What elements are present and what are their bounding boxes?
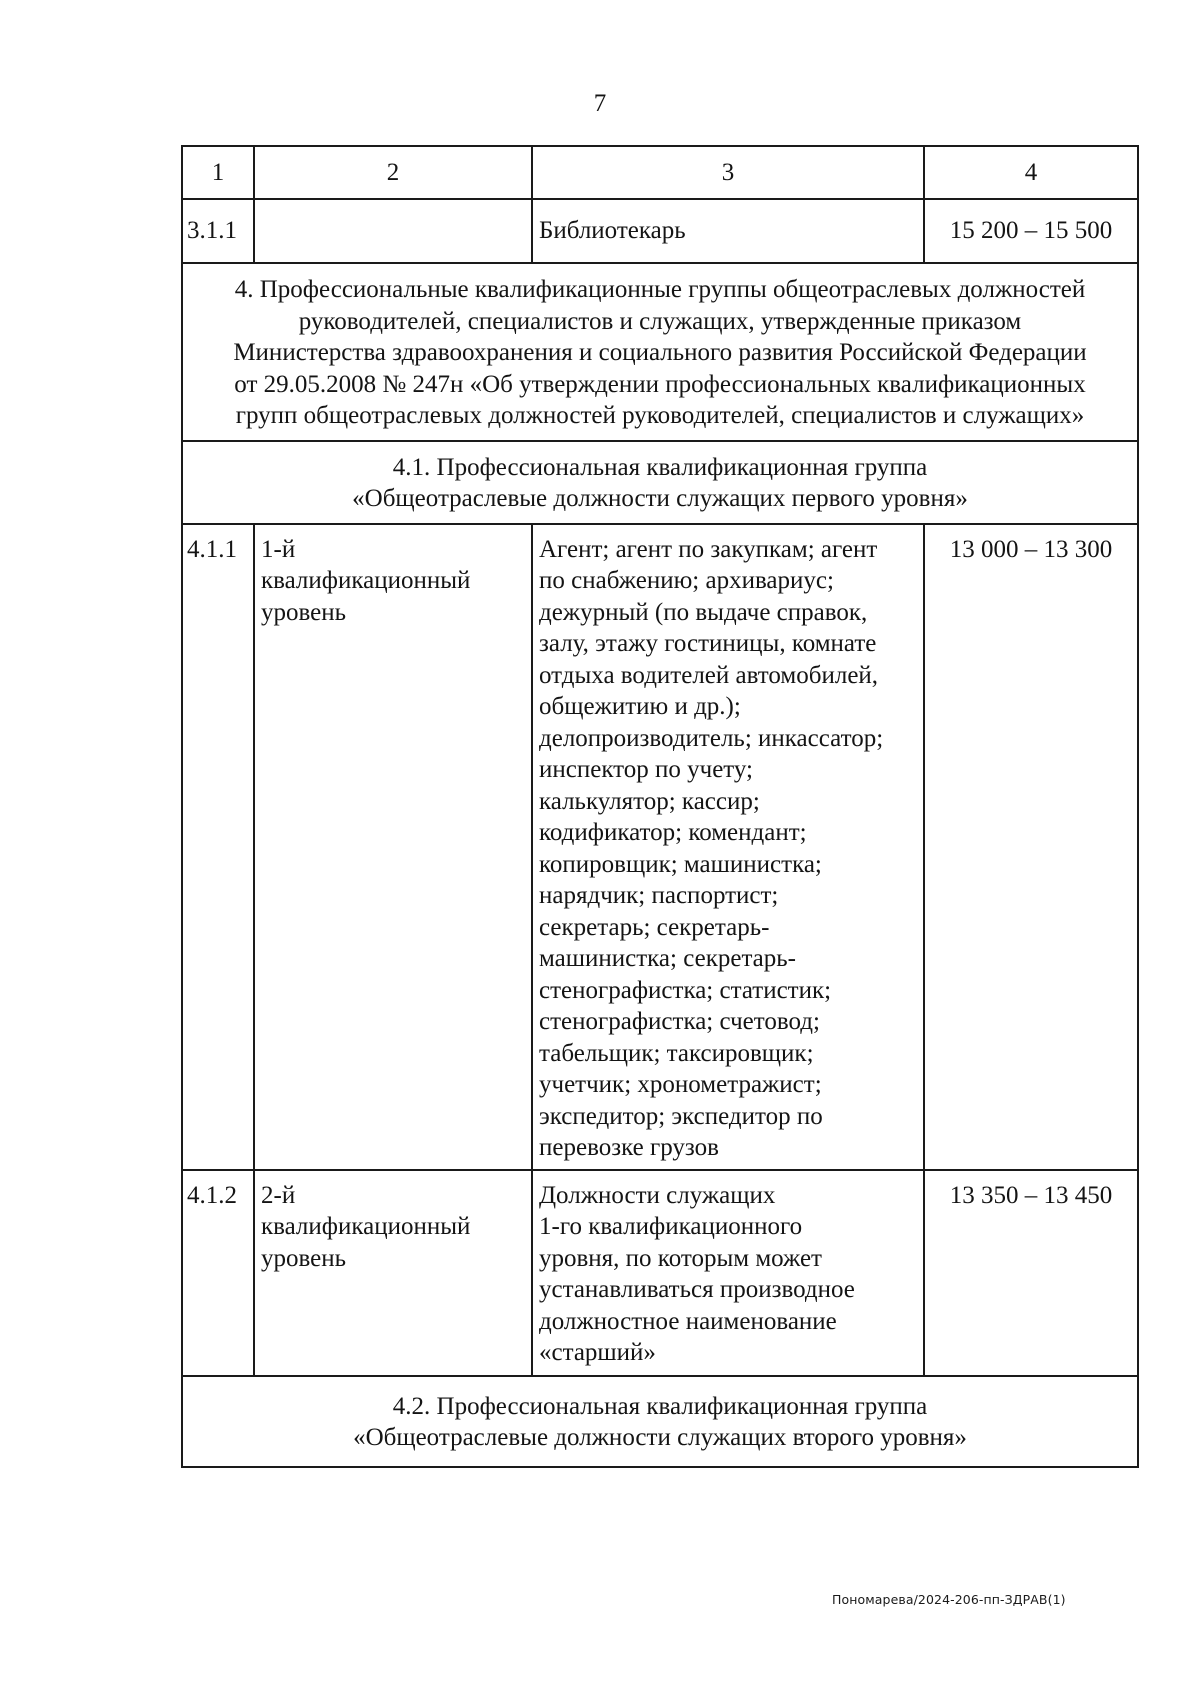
table-row	[182, 524, 1138, 1170]
row-salary-range: 13 000 – 13 300	[924, 524, 1138, 1170]
position-line: перевозке грузов	[539, 1134, 719, 1161]
row-position-list	[532, 1170, 924, 1376]
document-registration-stamp: Пономарева/2024-206-пп-ЗДРАВ(1)	[832, 1592, 1066, 1607]
position-line: копировщик; машинистка;	[539, 850, 822, 878]
position-line: Агент; агент по закупкам; агент	[539, 535, 878, 563]
position-line: калькулятор; кассир;	[539, 787, 760, 815]
position-line: кодификатор; комендант;	[539, 819, 807, 846]
header-col-3: 3	[532, 146, 924, 199]
position-line: общежитию и др.);	[539, 693, 741, 720]
position-line: дежурный (по выдаче справок,	[539, 598, 868, 626]
position-line: Должности служащих	[539, 1181, 776, 1209]
position-line: стенографистка; счетовод;	[539, 1008, 820, 1035]
header-col-1: 1	[182, 146, 254, 199]
row-salary-range: 13 350 – 13 450	[924, 1170, 1138, 1376]
position-line: стенографистка; статистик;	[539, 976, 832, 1004]
level-line: уровень	[261, 598, 347, 626]
section-heading-row	[182, 263, 1138, 441]
table-row	[182, 1170, 1138, 1376]
position-line: машинистка; секретарь-	[539, 945, 797, 972]
page-number: 7	[593, 90, 607, 117]
position-line: отдыха водителей автомобилей,	[539, 661, 879, 689]
header-col-2: 2	[254, 146, 532, 199]
position-line: залу, этажу гостиницы, комнате	[539, 630, 877, 657]
section-4-2-heading	[182, 1376, 1138, 1467]
heading-line: от 29.05.2008 № 247н «Об утверждении профессиональных квалификационных	[234, 370, 1086, 398]
row-level	[254, 524, 532, 1170]
heading-line: Министерства здравоохранения и социального развития Российской Федерации	[233, 339, 1087, 366]
position-line: по снабжению; архивариус;	[539, 567, 834, 594]
section-4-1-heading	[182, 441, 1138, 524]
section-4-heading	[182, 263, 1138, 441]
subsection-heading-row	[182, 1376, 1138, 1467]
position-line: нарядчик; паспортист;	[539, 882, 779, 909]
row-code: 4.1.2	[182, 1170, 254, 1376]
position-line: учетчик; хронометражист;	[539, 1071, 822, 1098]
qualification-table	[181, 145, 1139, 1468]
position-line: экспедитор; экспедитор по	[539, 1102, 823, 1130]
position-line: делопроизводитель; инкассатор;	[539, 724, 884, 752]
row-level	[254, 199, 532, 263]
row-code: 4.1.1	[182, 524, 254, 1170]
table-row	[182, 199, 1138, 263]
heading-line: групп общеотраслевых должностей руководителей, специалистов и служащих»	[235, 402, 1085, 429]
level-line: 1-й	[261, 535, 296, 563]
heading-line: 4.2. Профессиональная квалификационная группа	[392, 1392, 928, 1420]
row-code: 3.1.1	[182, 199, 254, 263]
position-line: устанавливаться производное	[539, 1276, 855, 1303]
heading-line: «Общеотраслевые должности служащих первого уровня»	[352, 485, 968, 512]
row-position: Библиотекарь	[532, 199, 924, 263]
position-line: секретарь; секретарь-	[539, 913, 770, 941]
position-line: должностное наименование	[539, 1307, 837, 1335]
position-line: «старший»	[539, 1339, 656, 1366]
header-col-4: 4	[924, 146, 1138, 199]
table-header-row	[182, 146, 1138, 199]
heading-line: 4. Профессиональные квалификационные группы общеотраслевых должностей	[234, 276, 1086, 303]
level-line: квалификационный	[261, 1213, 471, 1240]
row-salary-range: 15 200 – 15 500	[924, 199, 1138, 263]
heading-line: 4.1. Профессиональная квалификационная группа	[392, 453, 928, 481]
row-position-list	[532, 524, 924, 1170]
position-line: уровня, по которым может	[539, 1244, 822, 1272]
row-level	[254, 1170, 532, 1376]
level-line: квалификационный	[261, 567, 471, 594]
subsection-heading-row	[182, 441, 1138, 524]
level-line: 2-й	[261, 1181, 296, 1209]
position-line: 1-го квалификационного	[539, 1213, 803, 1240]
heading-line: руководителей, специалистов и служащих, утвержденные приказом	[298, 307, 1022, 335]
position-line: табельщик; таксировщик;	[539, 1039, 814, 1067]
position-line: инспектор по учету;	[539, 756, 754, 783]
heading-line: «Общеотраслевые должности служащих второго уровня»	[353, 1424, 967, 1451]
level-line: уровень	[261, 1244, 347, 1272]
